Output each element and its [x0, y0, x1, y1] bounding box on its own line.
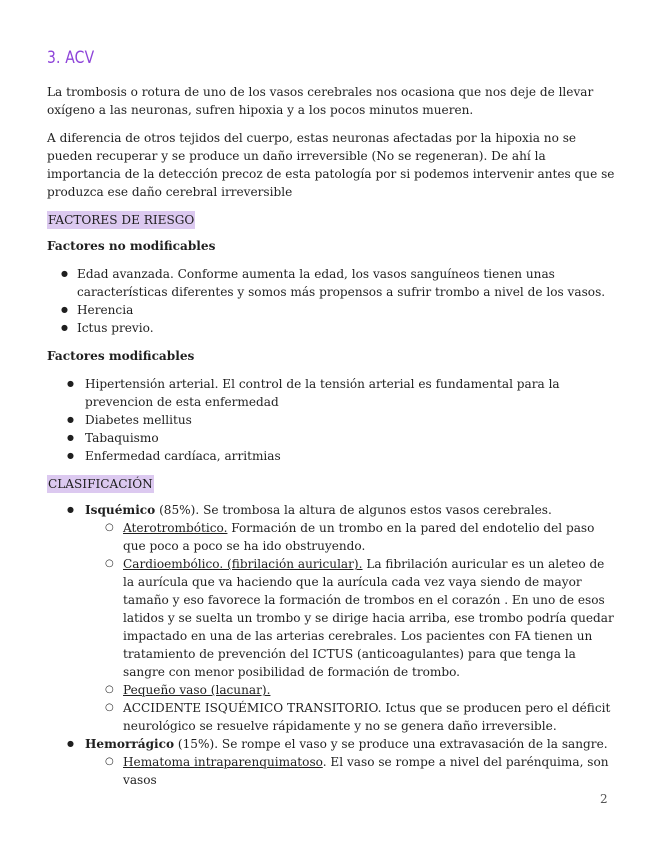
list-item: ● Diabetes mellitus — [47, 411, 617, 429]
ischemic-label: Isquémico — [85, 503, 156, 517]
ischemic-percent: (85%) — [155, 503, 196, 517]
hemorrhagic-label: Hemorrágico — [85, 737, 175, 751]
non-modifiable-title: Factores no modificables — [47, 239, 216, 253]
modifiable-list — [47, 375, 617, 465]
list-item: ● Edad avanzada. Conforme aumenta la edad, los vasos sanguíneos tienen unas características diferentes y somos más propensos a sufrir trombo a nivel de los vasos. — [47, 265, 617, 301]
document-body — [47, 83, 617, 799]
ischemic-text: . Se trombosa la altura de algunos estos vasos cerebrales. — [195, 503, 552, 517]
subtype-text: Formación de un trombo en la pared del endotelio del paso que poco a poco se ha ido obstruyendo. — [123, 521, 595, 553]
intro-paragraph-2: A diferencia de otros tejidos del cuerpo, estas neuronas afectadas por la hipoxia no se pueden recuperar y se produce un daño irreversible (No se regeneran). De ahí la importancia de la detección precoz de esta patología por si podemos intervenir antes que se produzca ese daño cerebral irreversible — [47, 131, 615, 199]
list-item: ● Ictus previo. — [47, 319, 617, 337]
subtype-item — [85, 519, 617, 555]
subtype-text: ACCIDENTE ISQUÉMICO TRANSITORIO. Ictus que se producen pero el déficit neurológico se resuelve rápidamente y no se genera daño irreversible. — [123, 701, 611, 733]
subtype-term: Aterotrombótico. — [123, 521, 228, 535]
classification-list — [47, 501, 617, 789]
hemorrhagic-subtypes — [85, 753, 617, 789]
ischemic-item — [47, 501, 617, 735]
page-number: 2 — [600, 792, 608, 806]
subtype-text: La fibrilación auricular es un aleteo de la aurícula que va haciendo que la aurícula cada vez vaya siendo de mayor tamaño y eso favorece la formación de trombos en el corazón . En uno de esos latidos y se suelta un trombo y se dirige hacia arriba, ese trombo podría quedar impactado en una de las arterias cerebrales. Los pacientes con FA tienen un tratamiento de prevención del ICTUS (anticoagulantes) para que tenga la sangre con menor posibilidad de formación de trombo. — [123, 557, 614, 679]
subtype-item — [85, 699, 617, 735]
ischemic-subtypes — [85, 519, 617, 735]
list-item: ● Tabaquismo — [47, 429, 617, 447]
subtype-term: Pequeño vaso (lacunar). — [123, 683, 271, 697]
non-modifiable-list — [47, 265, 617, 337]
intro-paragraph-1: La trombosis o rotura de uno de los vasos cerebrales nos ocasiona que nos deje de llevar oxígeno a las neuronas, sufren hipoxia y a los pocos minutos mueren. — [47, 85, 594, 117]
hemorrhagic-text: . Se rompe el vaso y se produce una extravasación de la sangre. — [214, 737, 608, 751]
classification-heading: CLASIFICACIÓN — [48, 477, 153, 491]
hemorrhagic-item — [47, 735, 617, 789]
subtype-text: . El vaso se rompe a nivel del parénquima, son vasos — [123, 755, 609, 787]
list-item: ● Enfermedad cardíaca, arritmias — [47, 447, 617, 465]
subtype-term: Cardioembólico. (fibrilación auricular). — [123, 557, 363, 571]
subtype-item — [85, 753, 617, 789]
list-item: ● Herencia — [47, 301, 617, 319]
section-title: 3. ACV — [47, 48, 95, 68]
risk-factors-heading: FACTORES DE RIESGO — [48, 213, 195, 227]
subtype-item — [85, 681, 617, 699]
modifiable-title: Factores modificables — [47, 349, 195, 363]
subtype-term: Hematoma intraparenquimatoso — [123, 755, 323, 769]
hemorrhagic-percent: (15%) — [174, 737, 215, 751]
subtype-item — [85, 555, 617, 681]
list-item: ● Hipertensión arterial. El control de la tensión arterial es fundamental para la prevencion de esta enfermedad — [47, 375, 617, 411]
